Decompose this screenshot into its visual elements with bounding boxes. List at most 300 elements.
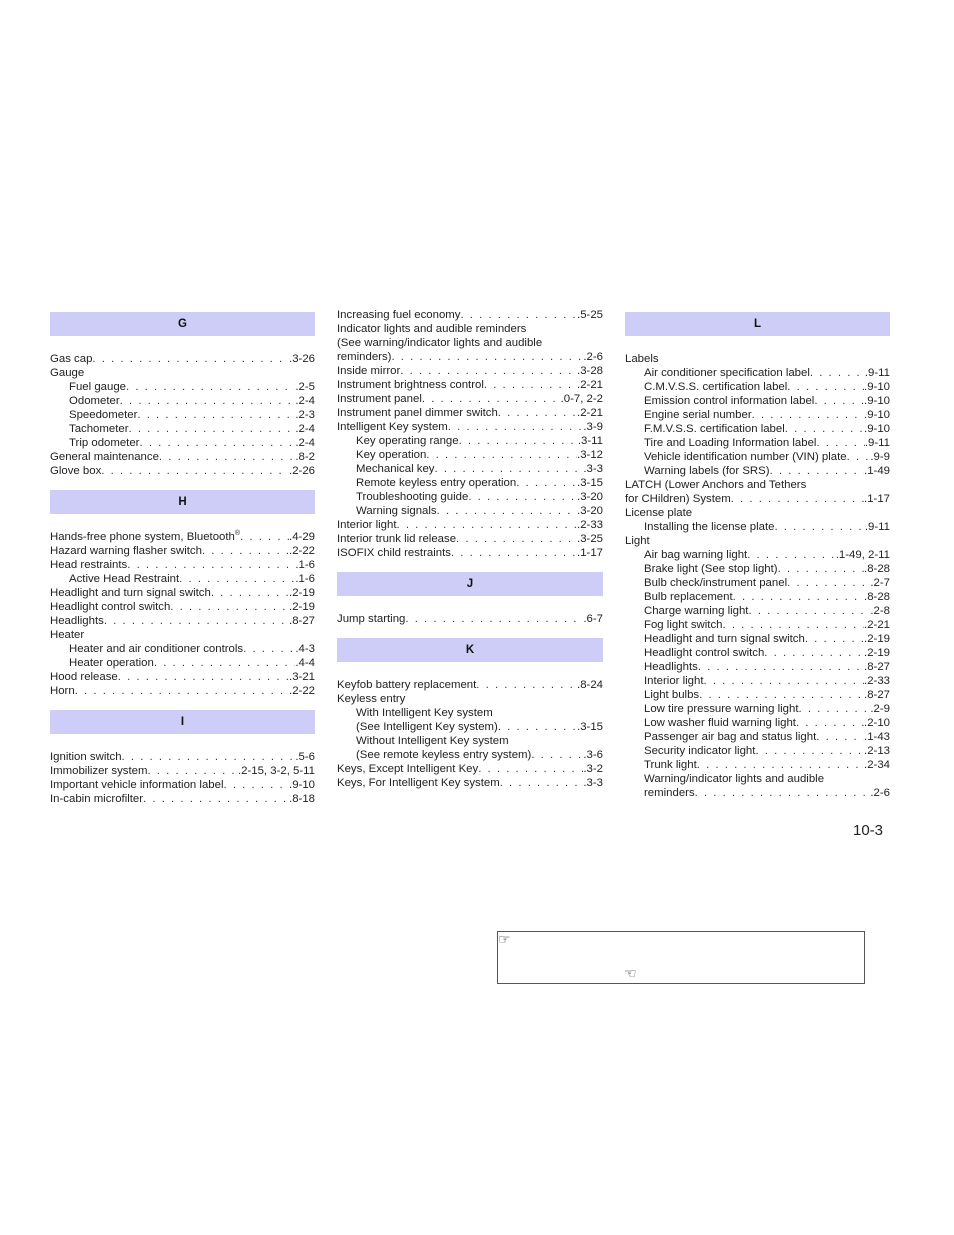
index-entry[interactable] <box>337 406 603 420</box>
dot-leader <box>500 776 584 790</box>
index-entry[interactable] <box>50 380 315 394</box>
index-entry[interactable] <box>50 586 315 600</box>
entry-page-ref[interactable]: .2-9 <box>870 703 890 715</box>
index-entry[interactable] <box>50 778 315 792</box>
index-entry[interactable] <box>337 748 603 762</box>
index-entry[interactable] <box>625 590 890 604</box>
entry-text: Interior light <box>337 519 397 531</box>
dot-leader <box>129 422 296 436</box>
entry-page-ref[interactable]: .2-26 <box>289 465 315 477</box>
dot-leader <box>699 688 864 702</box>
dot-leader <box>243 642 295 656</box>
index-entry[interactable] <box>337 518 603 532</box>
index-entry[interactable] <box>337 350 603 364</box>
dot-leader <box>422 392 561 406</box>
entry-page-ref[interactable]: .3-3 <box>583 777 603 789</box>
index-entry[interactable] <box>50 352 315 366</box>
entry-text: Headlight control switch <box>50 601 171 613</box>
index-entry[interactable] <box>50 600 315 614</box>
footer-navigation-box <box>497 931 865 984</box>
entry-text: Light bulbs <box>644 689 700 701</box>
index-entry[interactable] <box>50 614 315 628</box>
dot-leader <box>704 674 865 688</box>
index-entry[interactable] <box>625 506 890 520</box>
dot-leader <box>104 614 289 628</box>
entry-text: Increasing fuel economy <box>337 309 461 321</box>
index-entry[interactable] <box>625 604 890 618</box>
entry-page-ref[interactable]: .2-34 <box>864 759 890 771</box>
entry-page-ref[interactable]: .3-28 <box>577 365 603 377</box>
index-entry[interactable] <box>625 646 890 660</box>
index-entry[interactable] <box>50 422 315 436</box>
index-entry[interactable] <box>625 744 890 758</box>
entry-text: Inside mirror <box>337 365 401 377</box>
index-entry[interactable] <box>625 730 890 744</box>
entry-text: Passenger air bag and status light <box>644 731 817 743</box>
entry-page-ref[interactable]: .2-8 <box>870 605 890 617</box>
dot-leader <box>698 660 864 674</box>
entry-text: Charge warning light <box>644 605 749 617</box>
index-entry[interactable] <box>337 776 603 790</box>
index-entry[interactable] <box>337 448 603 462</box>
entry-text: Security indicator light <box>644 745 756 757</box>
dot-leader <box>764 646 864 660</box>
index-entry[interactable] <box>50 670 315 684</box>
index-entry[interactable] <box>50 642 315 656</box>
index-entry[interactable] <box>625 772 890 786</box>
entry-text: Keyless entry <box>337 693 406 705</box>
index-entry[interactable] <box>625 394 890 408</box>
entry-page-ref[interactable]: .1-6 <box>295 573 315 585</box>
dot-leader <box>137 408 295 422</box>
index-entry[interactable] <box>337 504 603 518</box>
index-entry[interactable] <box>625 520 890 534</box>
index-entry[interactable] <box>337 678 603 692</box>
dot-leader <box>498 720 577 734</box>
entry-text: Instrument brightness control <box>337 379 484 391</box>
entry-text: Instrument panel <box>337 393 422 405</box>
entry-text: Hands-free phone system, Bluetooth® <box>50 530 241 543</box>
entry-text: Gauge <box>50 367 85 379</box>
dot-leader <box>202 544 289 558</box>
entry-text: Light <box>625 535 650 547</box>
entry-page-ref[interactable]: .9-9 <box>870 451 890 463</box>
entry-text: Horn <box>50 685 75 697</box>
entry-page-ref[interactable]: .9-11 <box>864 437 890 449</box>
index-entry[interactable] <box>625 716 890 730</box>
entry-text: Trip odometer <box>69 437 140 449</box>
dot-leader <box>847 450 871 464</box>
entry-text: ISOFIX child restraints <box>337 547 451 559</box>
entry-text: Warning signals <box>356 505 437 517</box>
dot-leader <box>437 504 577 518</box>
index-entry[interactable] <box>337 336 603 350</box>
index-entry[interactable] <box>50 764 315 778</box>
entry-page-ref[interactable]: .2-13 <box>864 745 890 757</box>
entry-text: Labels <box>625 353 659 365</box>
entry-page-ref[interactable]: .1-49, 2-11 <box>835 549 890 561</box>
entry-text: reminders) <box>337 351 392 363</box>
section-header-l: L <box>625 312 890 336</box>
entry-page-ref[interactable]: .2-21 <box>577 407 603 419</box>
entry-text: (See remote keyless entry system) <box>356 749 532 761</box>
entry-page-ref[interactable]: .2-3 <box>295 409 315 421</box>
entry-page-ref[interactable]: .4-3 <box>295 643 315 655</box>
entry-text: Ignition switch <box>50 751 122 763</box>
index-entry[interactable] <box>625 422 890 436</box>
entry-text: Hood release <box>50 671 118 683</box>
index-entry[interactable] <box>50 750 315 764</box>
entry-page-ref[interactable]: .1-6 <box>295 559 315 571</box>
index-entry[interactable] <box>625 534 890 548</box>
index-entry[interactable] <box>50 464 315 478</box>
entry-page-ref[interactable]: .9-10 <box>864 395 890 407</box>
entry-text: Key operation <box>356 449 427 461</box>
entry-text: Warning/indicator lights and audible <box>644 773 825 785</box>
entry-page-ref[interactable]: .9-10 <box>864 423 890 435</box>
dot-leader <box>752 408 864 422</box>
entry-page-ref[interactable]: .2-15, 3-2, 5-11 <box>237 765 315 777</box>
entry-text: Heater <box>50 629 85 641</box>
index-entry[interactable] <box>50 572 315 586</box>
entry-page-ref[interactable]: .9-10 <box>289 779 315 791</box>
section-header-j: J <box>337 572 603 596</box>
entry-page-ref[interactable]: .0-7, 2-2 <box>560 393 603 405</box>
dot-leader <box>223 778 289 792</box>
index-entry[interactable] <box>337 734 603 748</box>
index-entry[interactable] <box>625 380 890 394</box>
dot-leader <box>796 716 864 730</box>
entry-text: Active Head Restraint <box>69 573 180 585</box>
entry-text: Bulb replacement <box>644 591 733 603</box>
index-entry[interactable] <box>337 420 603 434</box>
entry-page-ref[interactable]: .2-19 <box>289 587 315 599</box>
index-entry[interactable] <box>625 366 890 380</box>
index-entry[interactable] <box>625 688 890 702</box>
index-entry[interactable] <box>50 366 315 380</box>
entry-page-ref[interactable]: .9-11 <box>864 367 890 379</box>
index-entry[interactable] <box>337 762 603 776</box>
entry-page-ref[interactable]: .2-33 <box>864 675 890 687</box>
index-entry[interactable] <box>337 308 603 322</box>
dot-leader <box>787 576 870 590</box>
dot-leader <box>516 476 577 490</box>
index-entry[interactable] <box>625 408 890 422</box>
entry-text: Instrument panel dimmer switch <box>337 407 498 419</box>
entry-text: Heater and air conditioner controls <box>69 643 244 655</box>
index-entry[interactable] <box>337 720 603 734</box>
entry-text: LATCH (Lower Anchors and Tethers <box>625 479 807 491</box>
dot-leader <box>468 490 577 504</box>
dot-leader <box>240 530 289 544</box>
index-entry[interactable] <box>50 544 315 558</box>
entry-page-ref[interactable]: .3-15 <box>577 721 603 733</box>
entry-text: Troubleshooting guide <box>356 491 469 503</box>
dot-leader <box>139 436 295 450</box>
entry-text: Headlight and turn signal switch <box>50 587 211 599</box>
dot-leader <box>170 600 289 614</box>
index-entry[interactable] <box>337 378 603 392</box>
entry-page-ref[interactable]: .3-12 <box>577 449 603 461</box>
entry-page-ref[interactable]: .2-7 <box>870 577 890 589</box>
entry-page-ref[interactable]: .4-4 <box>295 657 315 669</box>
index-entry[interactable] <box>625 436 890 450</box>
dot-leader <box>127 558 295 572</box>
entry-page-ref[interactable]: .2-33 <box>577 519 603 531</box>
entry-text: Remote keyless entry operation <box>356 477 517 489</box>
index-entry[interactable] <box>50 436 315 450</box>
entry-page-ref[interactable]: .3-6 <box>583 749 603 761</box>
dot-leader <box>459 434 578 448</box>
entry-page-ref[interactable]: .1-17 <box>577 547 603 559</box>
index-entry[interactable] <box>337 490 603 504</box>
entry-page-ref[interactable]: .2-6 <box>583 351 603 363</box>
entry-page-ref[interactable]: .3-9 <box>583 421 603 433</box>
entry-text: Bulb check/instrument panel <box>644 577 788 589</box>
dot-leader <box>785 422 864 436</box>
entry-page-ref[interactable]: .2-5 <box>295 381 315 393</box>
index-entry[interactable] <box>337 546 603 560</box>
entry-text: Odometer <box>69 395 120 407</box>
entry-text: Emission control information label <box>644 395 815 407</box>
section-gap <box>50 478 315 490</box>
dot-leader <box>101 464 289 478</box>
index-entry[interactable] <box>625 660 890 674</box>
dot-leader <box>531 748 583 762</box>
dot-leader <box>498 406 577 420</box>
entry-page-ref[interactable]: .3-11 <box>577 435 603 447</box>
index-entry[interactable] <box>625 478 890 492</box>
entry-page-ref[interactable]: .2-21 <box>864 619 890 631</box>
dot-leader <box>448 420 584 434</box>
entry-page-ref[interactable]: .3-15 <box>577 477 603 489</box>
index-entry[interactable] <box>337 706 603 720</box>
entry-page-ref[interactable]: .8-18 <box>289 793 315 805</box>
entry-text: Brake light (See stop light) <box>644 563 778 575</box>
entry-text: reminders <box>644 787 695 799</box>
index-entry[interactable] <box>50 450 315 464</box>
dot-leader <box>179 572 295 586</box>
entry-page-ref[interactable]: .5-6 <box>295 751 315 763</box>
dot-leader <box>147 764 237 778</box>
entry-text: License plate <box>625 507 693 519</box>
dot-leader <box>451 546 577 560</box>
entry-page-ref[interactable]: .3-25 <box>577 533 603 545</box>
index-column-3 <box>625 308 890 800</box>
dot-leader <box>697 758 864 772</box>
entry-text: (See warning/indicator lights and audible <box>337 337 543 349</box>
entry-text: Headlights <box>644 661 698 673</box>
dot-leader <box>154 656 296 670</box>
entry-text: With Intelligent Key system <box>356 707 493 719</box>
entry-page-ref[interactable]: .2-4 <box>295 437 315 449</box>
entry-text: Mechanical key <box>356 463 435 475</box>
entry-text: Immobilizer system <box>50 765 148 777</box>
entry-page-ref[interactable]: .2-4 <box>295 423 315 435</box>
entry-page-ref[interactable]: .5-25 <box>577 309 603 321</box>
index-entry[interactable] <box>625 492 890 506</box>
entry-page-ref[interactable]: .8-2 <box>295 451 315 463</box>
dot-leader <box>805 632 864 646</box>
section-header-i: I <box>50 710 315 734</box>
index-entry[interactable] <box>625 674 890 688</box>
entry-text: Low washer fluid warning light <box>644 717 796 729</box>
dot-leader <box>118 670 289 684</box>
entry-text: Heater operation <box>69 657 154 669</box>
entry-page-ref[interactable]: .8-28 <box>864 591 890 603</box>
index-entry[interactable] <box>50 684 315 698</box>
entry-text: Keys, For Intelligent Key system <box>337 777 500 789</box>
entry-page-ref[interactable]: .2-19 <box>289 601 315 613</box>
entry-page-ref[interactable]: .9-10 <box>864 409 890 421</box>
dot-leader <box>405 612 583 626</box>
entry-text: Headlight control switch <box>644 647 765 659</box>
entry-text: Air bag warning light <box>644 549 748 561</box>
entry-page-ref[interactable]: .4-29 <box>289 531 315 543</box>
entry-text: Headlight and turn signal switch <box>644 633 805 645</box>
dot-leader <box>816 436 864 450</box>
entry-page-ref[interactable]: .3-3 <box>583 463 603 475</box>
dot-leader <box>126 380 295 394</box>
entry-page-ref[interactable]: .6-7 <box>583 613 603 625</box>
entry-page-ref[interactable]: .1-49 <box>864 465 890 477</box>
entry-text: Vehicle identification number (VIN) plate <box>644 451 847 463</box>
entry-text: Key operating range <box>356 435 459 447</box>
index-column-1 <box>50 308 315 806</box>
entry-text: Head restraints <box>50 559 128 571</box>
entry-page-ref[interactable]: .2-21 <box>577 379 603 391</box>
index-entry[interactable] <box>625 702 890 716</box>
dot-leader <box>211 586 289 600</box>
dot-leader <box>816 730 864 744</box>
index-entry[interactable] <box>337 392 603 406</box>
entry-text: Gas cap <box>50 353 93 365</box>
entry-page-ref[interactable]: .2-19 <box>864 633 890 645</box>
dot-leader <box>723 618 865 632</box>
dot-leader <box>778 562 864 576</box>
entry-page-ref[interactable]: .9-11 <box>864 521 890 533</box>
index-entry[interactable] <box>50 530 315 544</box>
dot-leader <box>695 786 871 800</box>
entry-page-ref[interactable]: .9-10 <box>864 381 890 393</box>
entry-page-ref[interactable]: .1-43 <box>864 731 890 743</box>
entry-text: Headlights <box>50 615 104 627</box>
dot-leader <box>120 394 296 408</box>
index-entry[interactable] <box>625 464 890 478</box>
index-entry[interactable] <box>50 792 315 806</box>
index-entry[interactable] <box>625 576 890 590</box>
entry-page-ref[interactable]: .3-26 <box>289 353 315 365</box>
dot-leader <box>435 462 584 476</box>
dot-leader <box>774 520 864 534</box>
entry-page-ref[interactable]: .3-20 <box>577 491 603 503</box>
index-entry[interactable] <box>337 612 603 626</box>
index-entry[interactable] <box>50 394 315 408</box>
entry-page-ref[interactable]: .8-27 <box>864 689 890 701</box>
entry-page-ref[interactable]: .8-28 <box>864 563 890 575</box>
dot-leader <box>814 394 864 408</box>
dot-leader <box>476 678 577 692</box>
entry-page-ref[interactable]: .8-27 <box>864 661 890 673</box>
entry-page-ref[interactable]: .2-19 <box>864 647 890 659</box>
entry-text: Air conditioner specification label <box>644 367 810 379</box>
entry-text: (See Intelligent Key system) <box>356 721 498 733</box>
entry-page-ref[interactable]: .2-10 <box>864 717 890 729</box>
entry-text: Jump starting <box>337 613 406 625</box>
hand-pointing-right-icon[interactable]: ☞ <box>498 931 511 947</box>
entry-page-ref[interactable]: .2-4 <box>295 395 315 407</box>
dot-leader <box>755 744 864 758</box>
entry-page-ref[interactable]: .8-27 <box>289 615 315 627</box>
section-gap <box>337 560 603 572</box>
dot-leader <box>159 450 295 464</box>
index-entry[interactable] <box>337 322 603 336</box>
entry-page-ref[interactable]: .1-17 <box>864 493 890 505</box>
dot-leader <box>75 684 289 698</box>
entry-text: Low tire pressure warning light <box>644 703 799 715</box>
dot-leader <box>92 352 289 366</box>
entry-text: Without Intelligent Key system <box>356 735 509 747</box>
dot-leader <box>798 702 870 716</box>
dot-leader <box>747 548 836 562</box>
entry-text: Interior trunk lid release <box>337 533 457 545</box>
index-entry[interactable] <box>337 532 603 546</box>
index-entry[interactable] <box>625 562 890 576</box>
index-entry[interactable] <box>625 758 890 772</box>
entry-page-ref[interactable]: .2-6 <box>870 787 890 799</box>
section-gap <box>50 698 315 710</box>
entry-text: Important vehicle information label <box>50 779 224 791</box>
index-entry[interactable] <box>50 558 315 572</box>
index-entry[interactable] <box>625 548 890 562</box>
entry-page-ref[interactable]: .3-2 <box>583 763 603 775</box>
entry-text: F.M.V.S.S. certification label <box>644 423 785 435</box>
index-entry[interactable] <box>625 632 890 646</box>
page-number: 10-3 <box>853 822 884 839</box>
registered-mark: ® <box>234 530 241 538</box>
dot-leader <box>810 366 865 380</box>
index-entry[interactable] <box>337 476 603 490</box>
section-header-k: K <box>337 638 603 662</box>
entry-page-ref[interactable]: .8-24 <box>577 679 603 691</box>
entry-page-ref[interactable]: .3-21 <box>289 671 315 683</box>
entry-page-ref[interactable]: .2-22 <box>289 685 315 697</box>
index-entry[interactable] <box>625 618 890 632</box>
index-entry[interactable] <box>337 462 603 476</box>
entry-text: Trunk light <box>644 759 697 771</box>
dot-leader <box>460 308 577 322</box>
index-entry[interactable] <box>50 656 315 670</box>
entry-text: Tire and Loading Information label <box>644 437 817 449</box>
index-entry[interactable] <box>50 628 315 642</box>
entry-text: Speedometer <box>69 409 138 421</box>
dot-leader <box>391 350 583 364</box>
entry-page-ref[interactable]: .3-20 <box>577 505 603 517</box>
index-entry[interactable] <box>625 450 890 464</box>
hand-pointing-left-icon[interactable]: ☜ <box>624 965 637 981</box>
dot-leader <box>426 448 577 462</box>
index-entry[interactable] <box>337 692 603 706</box>
index-entry[interactable] <box>625 352 890 366</box>
index-entry[interactable] <box>50 408 315 422</box>
index-entry[interactable] <box>337 434 603 448</box>
entry-text: Keys, Except Intelligent Key <box>337 763 479 775</box>
index-entry[interactable] <box>625 786 890 800</box>
entry-text: Indicator lights and audible reminders <box>337 323 527 335</box>
entry-page-ref[interactable]: .2-22 <box>289 545 315 557</box>
dot-leader <box>143 792 289 806</box>
index-entry[interactable] <box>337 364 603 378</box>
